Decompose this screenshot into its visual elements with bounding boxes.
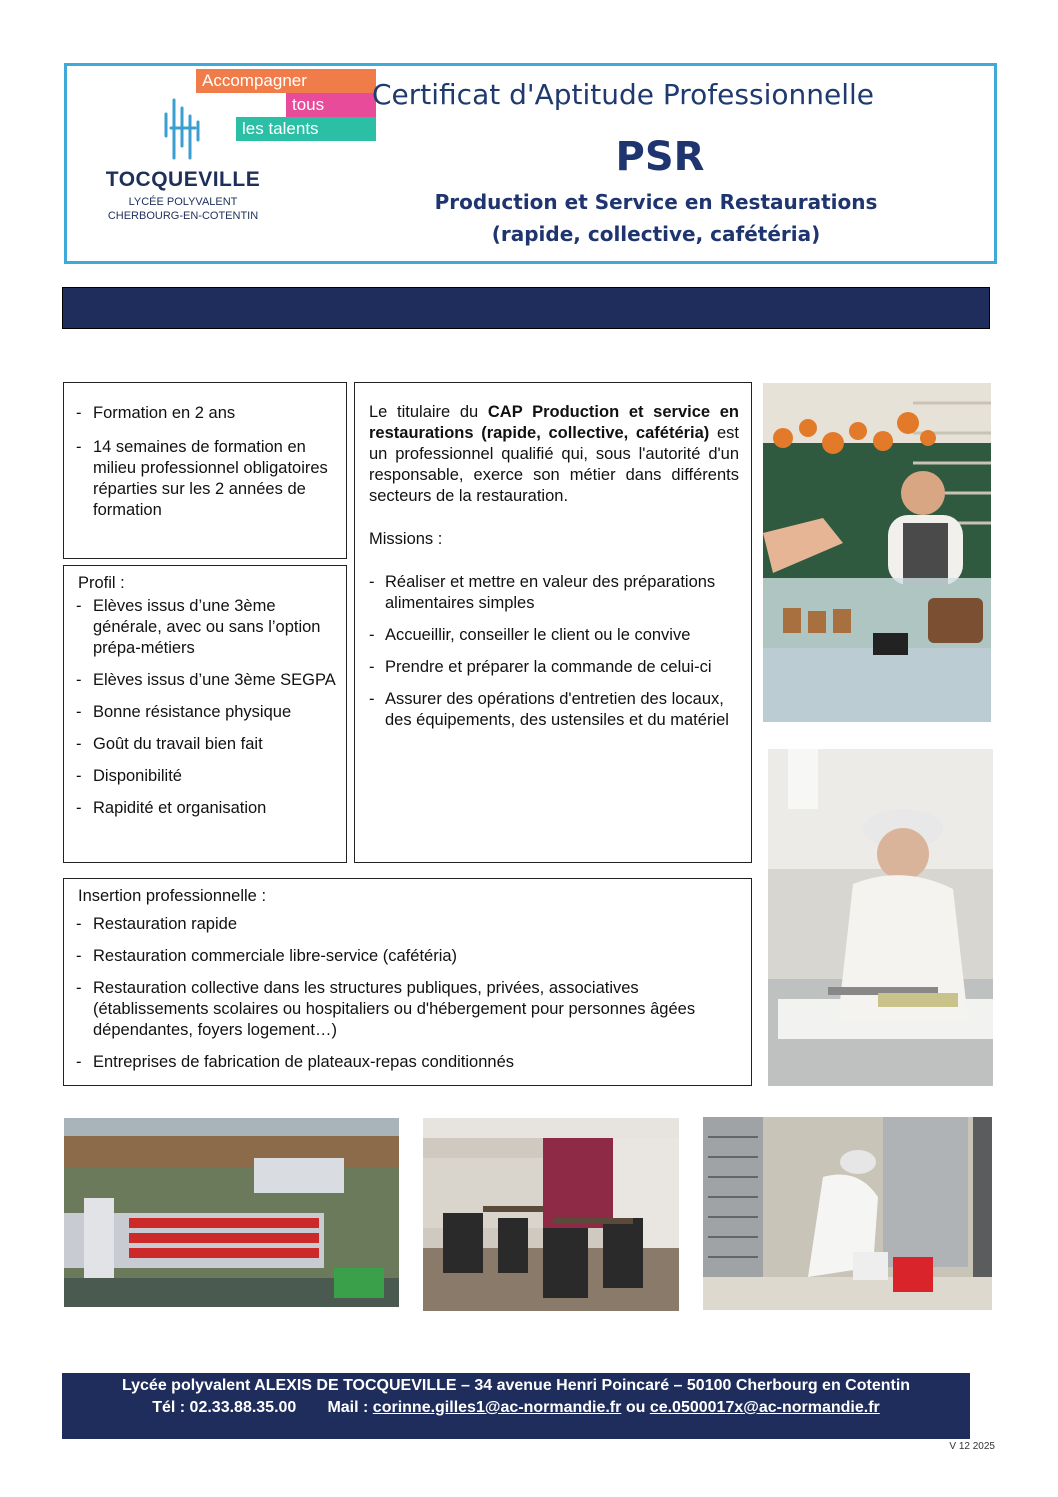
diploma-name: Production et Service en Restaurations — [434, 190, 878, 214]
diploma-name-detail: (rapide, collective, cafétéria) — [491, 222, 821, 246]
profil-box — [63, 565, 347, 863]
dining-room-photo — [423, 1118, 679, 1311]
logo-subtitle-1: LYCÉE POLYVALENT — [128, 196, 238, 208]
intro-bold-text: CAP Production et service en restaurations (rapide, collective, cafétéria) — [369, 403, 739, 442]
list-item: - Prendre et préparer la commande de celui-ci — [369, 657, 739, 678]
missions-label: Missions : — [369, 530, 443, 548]
school-building-photo — [64, 1118, 399, 1307]
list-item: - Accueillir, conseiller le client ou le convive — [369, 625, 739, 646]
kitchen-cleaning-photo — [703, 1117, 992, 1310]
email-link-2[interactable]: ce.0500017x@ac-normandie.fr — [649, 1399, 880, 1416]
footer-contact-bar — [62, 1373, 970, 1439]
list-item: - Entreprises de fabrication de plateaux-repas conditionnés — [64, 1052, 741, 1073]
footer-or: ou — [625, 1399, 646, 1416]
cafeteria-server-photo — [763, 383, 991, 722]
tocqueville-logo-icon — [163, 96, 203, 162]
list-item: - Bonne résistance physique — [64, 702, 338, 723]
profil-label: Profil : — [78, 574, 125, 592]
insertion-label: Insertion professionnelle : — [78, 887, 267, 905]
list-item: - Réaliser et mettre en valeur des préparations alimentaires simples — [369, 572, 739, 614]
list-item: - Assurer des opérations d'entretien des locaux, des équipements, des ustensiles et du matériel — [369, 689, 739, 731]
footer-phone: Tél : 02.33.88.35.00 — [152, 1399, 297, 1416]
intro-text: Le titulaire du — [369, 403, 488, 421]
section-banner — [62, 287, 990, 329]
list-item: - Elèves issus d’une 3ème SEGPA — [64, 670, 338, 691]
insertion-box — [63, 878, 752, 1086]
list-item: - Goût du travail bien fait — [64, 734, 338, 755]
titulaire-intro — [369, 402, 739, 507]
logo-name: TOCQUEVILLE — [105, 168, 261, 191]
list-item: - Restauration commerciale libre-service (cafétéria) — [64, 946, 741, 967]
slogan-tag-3: les talents — [236, 117, 376, 141]
list-item: - Formation en 2 ans — [64, 403, 334, 424]
intro-text-end: est un professionnel qualifié qui, sous l'autorité d'un responsable, exerce son métier dans différents secteurs de la restauration. — [369, 424, 739, 505]
list-item: - 14 semaines de formation en milieu professionnel obligatoires réparties sur les 2 années de formation — [64, 437, 334, 521]
list-item: - Elèves issus d’une 3ème générale, avec ou sans l’option prépa-métiers — [64, 596, 338, 659]
version-label: V 12 2025 — [949, 1441, 995, 1452]
list-item: - Rapidité et organisation — [64, 798, 338, 819]
footer-address: Lycée polyvalent ALEXIS DE TOCQUEVILLE – 34 avenue Henri Poincaré – 50100 Cherbourg en Cotentin — [121, 1377, 911, 1394]
kitchen-prep-photo — [768, 749, 993, 1086]
email-link-1[interactable]: corinne.gilles1@ac-normandie.fr — [372, 1399, 622, 1416]
diploma-acronym: PSR — [615, 134, 705, 180]
titulaire-box — [354, 382, 752, 863]
list-item: - Disponibilité — [64, 766, 338, 787]
slogan-tag-1: Accompagner — [196, 69, 376, 93]
list-item: - Restauration collective dans les structures publiques, privées, associatives (établissements scolaires ou hospitaliers ou d'hébergement pour personnes âgées dépendantes, foyers logement…) — [64, 978, 741, 1041]
formation-box — [63, 382, 347, 559]
certificate-title: Certificat d'Aptitude Professionnelle — [372, 78, 874, 111]
logo-subtitle-2: CHERBOURG-EN-COTENTIN — [107, 210, 259, 222]
slogan-tag-2: tous — [286, 93, 376, 117]
list-item: - Restauration rapide — [64, 914, 741, 935]
footer-mail-label: Mail : — [327, 1399, 369, 1416]
footer-contact-line — [62, 1397, 970, 1419]
